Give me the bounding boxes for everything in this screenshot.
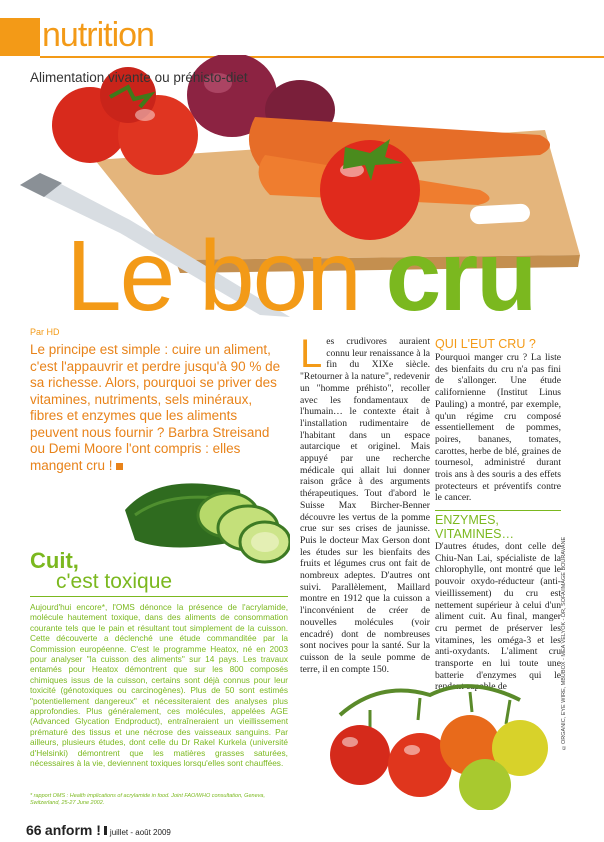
issue-date: juillet - août 2009 <box>109 828 171 837</box>
cherry-tomatoes-illustration <box>320 670 550 810</box>
title-bold: cru <box>385 220 536 332</box>
sidebar-heading-bold: Cuit, <box>30 548 79 573</box>
section-heading-qui-l-eut-cru: QUI L'EUT CRU ? <box>435 337 536 351</box>
section-tab <box>0 18 40 56</box>
article-column-3: D'autres études, dont celle de Chiu-Nan Lai, spécialiste de la chlorophylle, ont montré que le pouvoir oxydo-réducteur (anti-vieillissement) du cru est nettement supérieur à celui d'un aliment cuit. Au final, manger cru permet de préserver les vitamines, les oméga-3 et les anti-oxydants. L'aliment cru transporte en lui toute une batterie d'enzymes qui le rendent capable de <box>435 541 561 693</box>
magazine-name: anform ! <box>44 822 101 838</box>
byline: Par HD <box>30 327 60 337</box>
sidebar-heading-light: c'est toxique <box>56 570 173 593</box>
footer-separator <box>104 826 107 835</box>
end-mark <box>116 463 123 470</box>
intro-text: Le principe est simple : cuire un aliment, c'est l'appauvrir et perdre jusqu'à 90 % de sa richesse. Alors, pourquoi se priver des vitamines, nutriments, sels minéraux, fibres et enzymes que les aliments peuvent nous fournir ? Barbra Streisand ou Demi Moore l'ont compris : elles mangent cru ! <box>30 342 281 473</box>
sidebar-rule <box>30 596 288 597</box>
cucumber-illustration <box>120 470 290 570</box>
article-subtitle: Alimentation vivante ou préhisto-diet <box>30 70 248 85</box>
article-column-1 <box>300 332 430 675</box>
page-footer <box>26 822 171 838</box>
article-column-2: Pourquoi manger cru ? La liste des bienfaits du cru n'a pas fini de s'allonger. Une étude californienne (Institut Linus Pauling) a montré, par exemple, qu'un régime cru composé essentiellement de pommes, poires, bananes, tomates, carottes, herbe de blé, graines de tournesol, administré durant trois ans à des souris a des effets protecteurs et préventifs contre le cancer. <box>435 352 561 504</box>
article-title <box>66 220 536 332</box>
sidebar-body: Aujourd'hui encore*, l'OMS dénonce la présence de l'acrylamide, molécule hautement toxique, dans des aliments de consommation courante tels que le pain et résultant tout simplement de la cuisson. Cette découverte a déclenché une étude commanditée par la Commission européenne. C'est le programme Heatox, né en 2003 pour analyser "la cuisson des aliments" sur 14 pays. Les travaux entamés pour Heatox démontrent que sur les 800 composés chimiques issus de la cuisson, certains sont déjà connus pour leur toxicité (génotoxiques ou carcinogènes). Plus de 50 sont estimés "potentiellement dangereux" et nécessiteraient des analyses plus approfondies. Plus généralement, ces molécules, appelées AGE (Advanced Glycation Endproduct), entraîneraient un vieillissement prématuré des tissus et une nécrose des vaisseaux sanguins. Par ailleurs, plusieurs études, dont celle du Dr Rakel Kurkela (université d'Helsinki) démontrent que les matières grasses saturées, nécessaires à la vie, deviennent toxiques lorsqu'elles sont chauffées. <box>30 602 288 769</box>
sidebar-footnote: * rapport OMS : Health implications of acrylamide in food. Joint FAO/WHO consultation, Geneva, Switzerland, 25-27 June 2002. <box>30 793 265 806</box>
section-title: nutrition <box>42 16 154 54</box>
section-heading-enzymes: ENZYMES, VITAMINES… <box>435 510 561 541</box>
page-number: 66 <box>26 822 42 838</box>
title-light: Le bon <box>66 220 386 332</box>
drop-cap: L <box>300 332 323 376</box>
column-1-text: es crudivores auraient connu leur renaissance à la fin du XIXe siècle. "Retourner à la nature", redevenir un "homme préhisto", recoller avec les fondamentaux de l'humain… le contexte était à l'installation rudimentaire de l'habitant dans un espace autarcique et originel. Mais appuyé par une recherche médicale qui allait lui donner raison grâce à des arguments thérapeutiques. Tout d'abord le Suisse Max Bircher-Benner découvre les vertus de la pomme crue sur ses crises de jaunisse. Puis le docteur Max Gerson dont les études sur les bienfaits des fruits et légumes crus ont fait de nombreux adeptes. D'autres ont suivi. Parallèlement, Maillard montre en 1912 que la cuisson a l'inconvénient de créer de nouvelles molécules (voir encadré) dont de nombreuses sont nocives pour la santé. Sur la cuisson de la seule pomme de terre, il en compte 150. <box>300 336 430 675</box>
photo-credit: ©ORGANIC, EYE WIRE, MBUBOX - MEA VELYOK - DR, SOFA/IMAGE BOURAVANE <box>561 536 567 750</box>
intro-paragraph <box>30 342 288 474</box>
